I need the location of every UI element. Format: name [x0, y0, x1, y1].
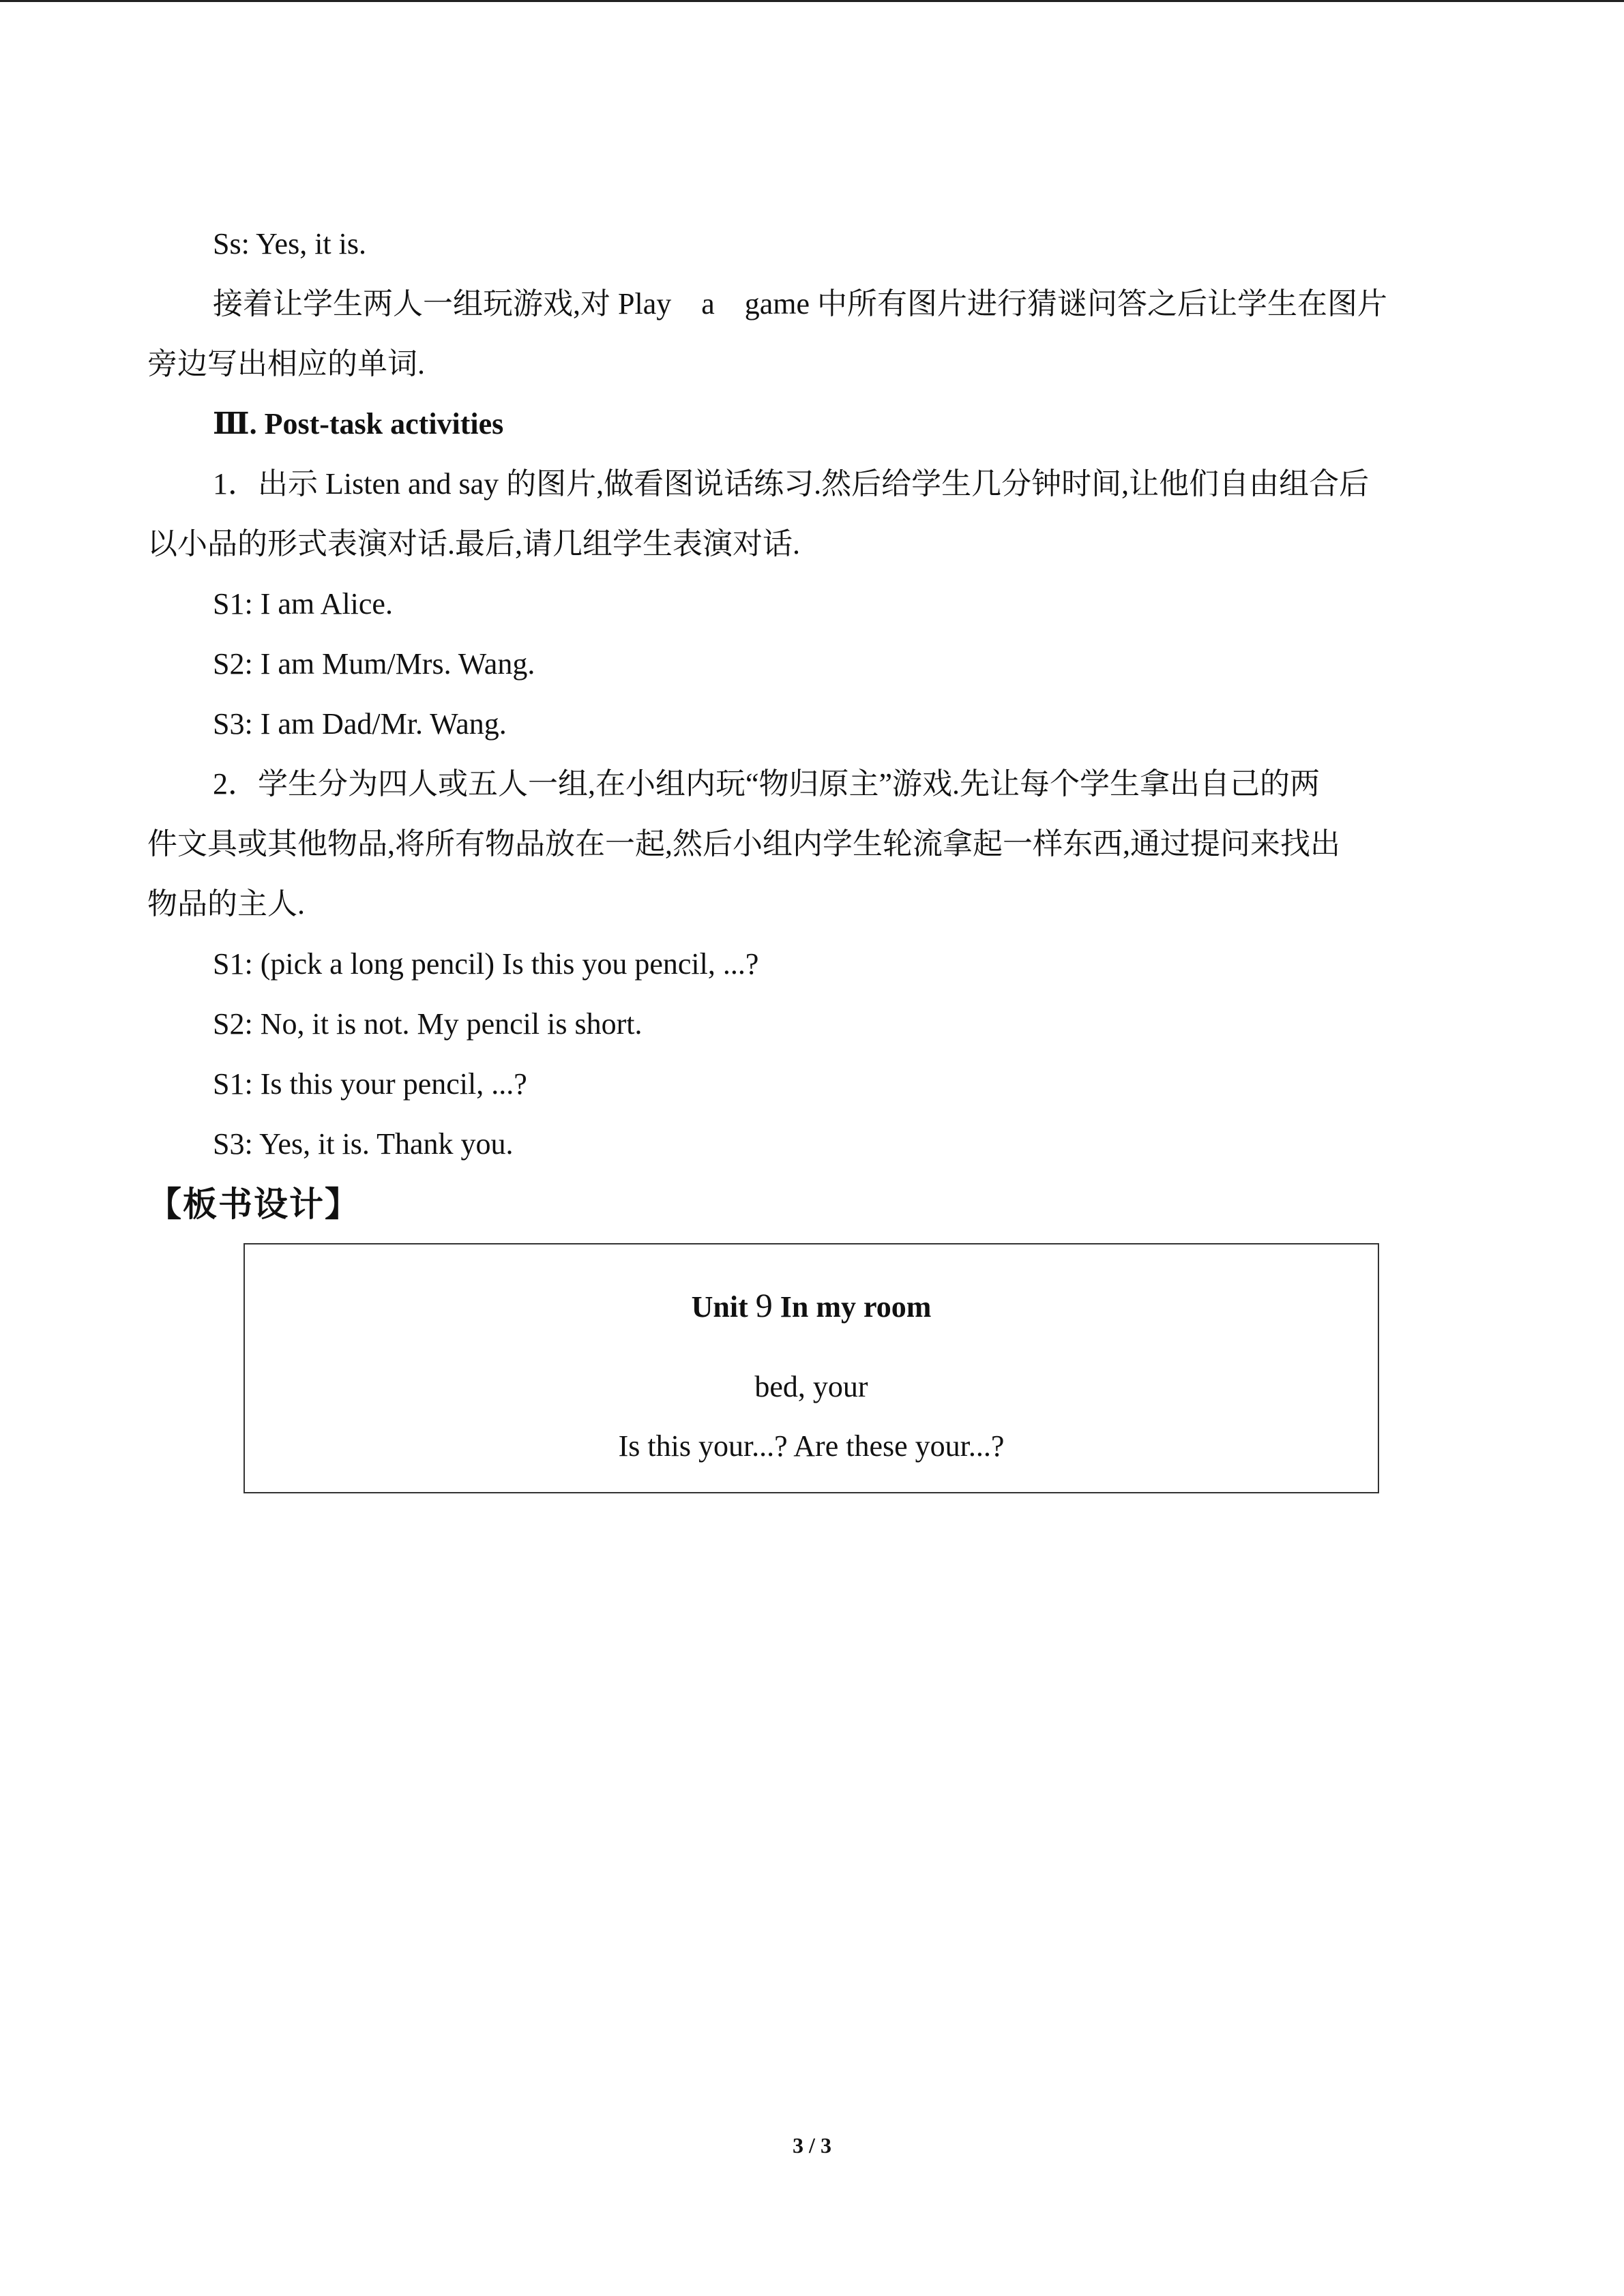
paragraph-line: 物品的主人.: [147, 887, 305, 921]
page-top-border: [0, 0, 1624, 2]
board-title-suffix: In my room: [772, 1290, 932, 1324]
paragraph-line: 2．学生分为四人或五人一组,在小组内玩“物归原主”游戏.先让每个学生拿出自己的两: [213, 767, 1320, 801]
board-title: [245, 1285, 1378, 1325]
paragraph-line: 以小品的形式表演对话.最后,请几组学生表演对话.: [147, 527, 800, 561]
board-design-heading: 【板书设计】: [147, 1185, 360, 1223]
paragraph-line: 件文具或其他物品,将所有物品放在一起,然后小组内学生轮流拿起一样东西,通过提问来找出: [147, 827, 1340, 861]
dialogue-line: S1: (pick a long pencil) Is this you pencil, ...?: [213, 947, 759, 981]
section-heading-post-task: Ⅲ. Post-task activities: [213, 407, 504, 441]
paragraph-line: 接着让学生两人一组玩游戏,对 Play a game 中所有图片进行猜谜问答之后让学生在图片: [213, 287, 1388, 320]
document-body: [147, 214, 1477, 1234]
dialogue-line: Ss: Yes, it is.: [213, 227, 367, 260]
dialogue-line: S2: No, it is not. My pencil is short.: [213, 1007, 643, 1041]
board-vocabulary: bed, your: [754, 1370, 868, 1403]
page-number: 3 / 3: [793, 2133, 831, 2158]
board-title-prefix: Unit: [691, 1290, 756, 1324]
dialogue-line: S3: I am Dad/Mr. Wang.: [213, 707, 507, 741]
board-title-number: 9: [755, 1286, 773, 1324]
paragraph-line: 旁边写出相应的单词.: [147, 347, 425, 381]
board-sentence-patterns: Is this your...? Are these your...?: [618, 1429, 1005, 1463]
paragraph-line: 1．出示 Listen and say 的图片,做看图说话练习.然后给学生几分钟时间,让他们自由组合后: [213, 467, 1370, 501]
dialogue-line: S3: Yes, it is. Thank you.: [213, 1127, 514, 1161]
dialogue-line: S2: I am Mum/Mrs. Wang.: [213, 647, 535, 681]
dialogue-line: S1: Is this your pencil, ...?: [213, 1067, 527, 1101]
blackboard-design-box: [243, 1243, 1379, 1493]
dialogue-line: S1: I am Alice.: [213, 587, 393, 621]
